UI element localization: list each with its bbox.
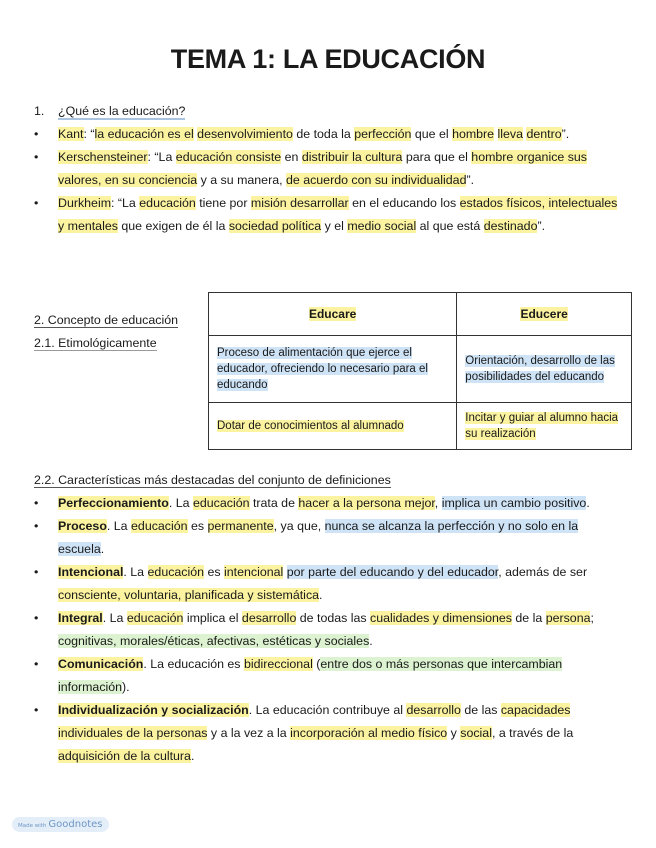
text-span: educación bbox=[193, 496, 250, 510]
table-header-educere bbox=[457, 293, 632, 336]
text-span: ”. bbox=[466, 173, 475, 187]
text-span: medio social bbox=[347, 219, 417, 233]
text-span: por parte del educando y del educador bbox=[286, 565, 499, 579]
text-span: Goodnotes bbox=[48, 819, 103, 830]
text-span: • bbox=[34, 703, 39, 717]
text-span: y a la vez a la bbox=[207, 726, 291, 740]
text-span: Made with bbox=[18, 823, 47, 829]
text-span: tiene por bbox=[195, 196, 251, 210]
bullet: • bbox=[34, 150, 39, 164]
text-span: de las bbox=[460, 703, 501, 717]
text-span: la educación es el bbox=[94, 127, 194, 141]
section-1-heading: ¿Qué es la educación? bbox=[58, 104, 186, 118]
text-span: Comunicación bbox=[58, 657, 144, 671]
text-span: dentro bbox=[526, 127, 562, 141]
text-span: Proceso de alimentación que ejerce el educador, ofreciendo lo necesario para el educando bbox=[217, 346, 428, 391]
text-span: educación bbox=[147, 565, 205, 579]
section-2-heading: 2. Concepto de educación bbox=[34, 313, 178, 327]
text-span: • bbox=[34, 611, 39, 625]
text-span: . La bbox=[123, 565, 148, 579]
definition-kant bbox=[34, 123, 634, 146]
text-span: implica un cambio positivo bbox=[441, 496, 587, 510]
text-span: educación bbox=[139, 196, 196, 210]
text-span: , además de ser bbox=[498, 565, 588, 579]
text-span: permanente bbox=[207, 519, 274, 533]
text-span: en el educando los bbox=[348, 196, 460, 210]
list-item bbox=[34, 515, 634, 561]
text-span: educación bbox=[131, 519, 188, 533]
list-item bbox=[34, 492, 634, 515]
text-span: Durkheim bbox=[58, 196, 112, 210]
text-span: consciente, voluntaria, planificada y sistemática bbox=[58, 588, 320, 602]
text-span: , bbox=[434, 496, 442, 510]
text-span: perfección bbox=[354, 127, 412, 141]
table-cell-educere-2 bbox=[457, 402, 632, 449]
text-span: destinado bbox=[483, 219, 538, 233]
text-span: Proceso bbox=[58, 519, 107, 533]
text-span: sociedad política bbox=[228, 219, 322, 233]
text-span: Educere bbox=[520, 307, 568, 321]
text-span: de toda la bbox=[292, 127, 355, 141]
text-span: social bbox=[460, 726, 492, 740]
text-span: de todas las bbox=[296, 611, 371, 625]
text-span: incorporación al medio físico bbox=[290, 726, 448, 740]
section-2-2 bbox=[34, 469, 634, 768]
text-span: . bbox=[369, 634, 373, 648]
text-span: persona bbox=[545, 611, 591, 625]
section-1-number: 1. bbox=[34, 104, 45, 118]
text-span: que exigen de él la bbox=[117, 219, 229, 233]
text-span: que el bbox=[411, 127, 453, 141]
text-span: ; bbox=[590, 611, 594, 625]
text-span: ( bbox=[312, 657, 321, 671]
text-span: Incitar y guiar al alumno hacia su realización bbox=[465, 411, 619, 440]
text-span: al que está bbox=[416, 219, 484, 233]
text-span: Kant bbox=[58, 127, 84, 141]
section-2-2-heading: 2.2. Características más destacadas del conjunto de definiciones bbox=[34, 473, 391, 487]
text-span: Educare bbox=[308, 307, 357, 321]
text-span: adquisición de la cultura bbox=[58, 749, 191, 763]
text-span: lleva bbox=[497, 127, 524, 141]
text-span: Integral bbox=[58, 611, 103, 625]
text-span: desarrollo bbox=[241, 611, 297, 625]
page-title: TEMA 1: LA EDUCACIÓN bbox=[170, 44, 486, 74]
text-span: Intencional bbox=[58, 565, 124, 579]
table-cell-educare-2 bbox=[209, 402, 457, 449]
text-span: de acuerdo con su individualidad bbox=[285, 173, 467, 187]
text-span: . bbox=[319, 588, 323, 602]
text-span: hacer a la persona mejor bbox=[298, 496, 435, 510]
section-2 bbox=[34, 309, 209, 355]
text-span bbox=[494, 127, 497, 141]
text-span: educación consiste bbox=[175, 150, 282, 164]
text-span: hombre bbox=[452, 127, 495, 141]
text-span: ). bbox=[122, 680, 130, 694]
text-span: . La bbox=[106, 519, 132, 533]
text-span: educación bbox=[126, 611, 184, 625]
text-span: en bbox=[281, 150, 302, 164]
text-span: estados físicos, intelectuales y mentales bbox=[58, 196, 618, 233]
text-span: para que el bbox=[402, 150, 472, 164]
text-span: de la bbox=[511, 611, 546, 625]
list-item bbox=[34, 699, 634, 768]
list-item bbox=[34, 561, 634, 607]
text-span: entre dos o más personas que intercambian información bbox=[58, 657, 563, 694]
text-span: Orientación, desarrollo de las posibilidades del educando bbox=[465, 354, 615, 383]
etymology-table bbox=[208, 292, 632, 450]
text-span: y bbox=[447, 726, 461, 740]
text-span: , ya que, bbox=[273, 519, 325, 533]
table-cell-educere-1 bbox=[457, 336, 632, 403]
bullet: • bbox=[34, 196, 39, 210]
table-header-educare bbox=[209, 293, 457, 336]
text-span: capacidades individuales de la personas bbox=[58, 703, 571, 740]
text-span: , a través de la bbox=[491, 726, 574, 740]
text-span: : “La bbox=[147, 150, 176, 164]
text-span: implica el bbox=[183, 611, 242, 625]
text-span: ”. bbox=[561, 127, 570, 141]
text-span: cualidades y dimensiones bbox=[370, 611, 512, 625]
definition-kerschensteiner bbox=[34, 146, 634, 192]
text-span: . La bbox=[168, 496, 193, 510]
table-cell-educare-1 bbox=[209, 336, 457, 403]
text-span: • bbox=[34, 565, 39, 579]
text-span: • bbox=[34, 519, 39, 533]
text-span: bidireccional bbox=[243, 657, 313, 671]
text-span: • bbox=[34, 657, 39, 671]
text-span: cognitivas, morales/éticas, afectivas, estéticas y sociales bbox=[58, 634, 370, 648]
text-span: es bbox=[187, 519, 208, 533]
text-span: y el bbox=[321, 219, 348, 233]
text-span: desarrollo bbox=[406, 703, 461, 717]
text-span: intencional bbox=[224, 565, 284, 579]
text-span: . La educación contribuye al bbox=[248, 703, 407, 717]
text-span: trata de bbox=[249, 496, 299, 510]
text-span: distribuir la cultura bbox=[301, 150, 403, 164]
text-span: . bbox=[190, 749, 195, 763]
text-span: misión desarrollar bbox=[250, 196, 349, 210]
text-span: Dotar de conocimientos al alumnado bbox=[217, 419, 404, 432]
text-span: Kerschensteiner bbox=[58, 150, 148, 164]
text-span: nunca se alcanza la perfección y no solo en la escuela bbox=[58, 519, 579, 556]
text-span: . La bbox=[102, 611, 127, 625]
definition-durkheim bbox=[34, 192, 634, 238]
text-span: . bbox=[100, 542, 105, 556]
text-span: : “La bbox=[111, 196, 140, 210]
text-span: es bbox=[204, 565, 225, 579]
goodnotes-watermark bbox=[12, 817, 109, 832]
bullet: • bbox=[34, 127, 39, 141]
section-1 bbox=[34, 100, 634, 238]
text-span: : “ bbox=[83, 127, 95, 141]
text-span: . bbox=[586, 496, 590, 510]
text-span: Perfeccionamiento bbox=[58, 496, 169, 510]
list-item bbox=[34, 653, 634, 699]
section-2-1-heading: 2.1. Etimológicamente bbox=[34, 336, 157, 350]
text-span: Individualización y socialización bbox=[58, 703, 249, 717]
text-span: hombre organice sus valores, en su conciencia bbox=[58, 150, 588, 187]
text-span: desenvolvimiento bbox=[197, 127, 293, 141]
text-span: . La educación es bbox=[143, 657, 244, 671]
text-span: y a su manera, bbox=[197, 173, 286, 187]
text-span: ”. bbox=[537, 219, 546, 233]
text-span: • bbox=[34, 496, 39, 510]
list-item bbox=[34, 607, 634, 653]
